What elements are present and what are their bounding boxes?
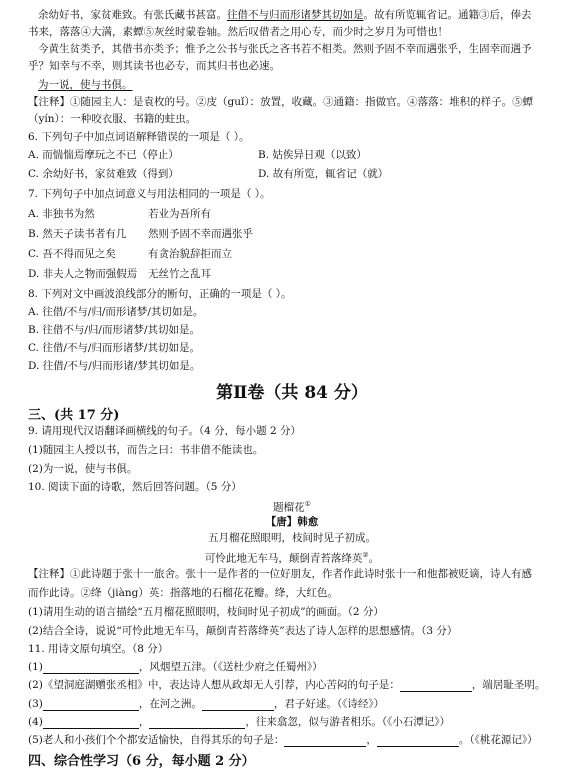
- answer-blank[interactable]: [377, 735, 459, 747]
- q9-stem: 9. 请用现代汉语翻译画横线的句子。（4 分，每小题 2 分）: [28, 425, 301, 437]
- q11-item-4: [28, 715, 568, 729]
- q11-item-4-pre: (4): [28, 716, 43, 728]
- q6-stem: 6. 下列句子中加点词语解释错误的一项是（ ）。: [28, 131, 250, 143]
- q8-option-b: B. 往借不与/归/而形诸梦/其切如是。: [28, 324, 201, 336]
- q7-option-d-1: D. 非夫人之物而强假焉: [28, 268, 138, 280]
- q7-option-c-2: 有贪治貌辞拒而立: [148, 248, 232, 260]
- q6-option-d: D. 故有所览，辄省记（就）: [258, 168, 389, 180]
- passage-line-3: 今黄生贫类予，其借书亦类予；惟予之公书与张氏之吝书若不相类。然则予固不幸而遇张乎，生固幸而遇予: [38, 43, 532, 55]
- q9-item-2: (2)为一说，使与书俱。: [28, 463, 138, 475]
- answer-blank[interactable]: [400, 680, 472, 692]
- q9-item-1: (1)随园主人授以书，而告之曰：书非借不能读也。: [28, 444, 264, 456]
- answer-blank[interactable]: [284, 735, 366, 747]
- notes-line-1: 【注释】①随园主人：是袁枚的号。②庋（guǐ）：放置，收藏。③通籍：指做官。④落落：堆积的样子。⑤蟫: [28, 96, 534, 108]
- poem-line-2-end: 。: [368, 552, 380, 565]
- q11-item-3: [28, 697, 568, 711]
- poem-author: 【唐】韩愈: [265, 516, 319, 528]
- q7-option-a-1: A. 非独书为然: [28, 208, 95, 220]
- q11-item-1-text: ，风烟望五津。（《送杜少府之任蜀州》）: [138, 661, 323, 673]
- answer-blank[interactable]: [43, 717, 139, 729]
- poem-note-2: 而作此诗。②绛（jiàng）英：指落地的石榴花花瓣。绛，大红色。: [28, 587, 338, 599]
- footnote-marker: ①: [304, 500, 311, 508]
- q7-option-b-2: 然则予固不幸而遇张乎: [148, 228, 253, 240]
- q11-item-3-end: ，君子好逑。（《诗经》）: [273, 698, 385, 710]
- q11-item-5: [28, 733, 568, 747]
- passage-text: 余幼好书，家贫难致。有张氏藏书甚富。: [38, 9, 227, 21]
- section-3-title: 三、(共 17 分): [28, 408, 120, 423]
- poem-title: [0, 497, 584, 515]
- q6-option-c: C. 余幼好书，家贫难致（得到）: [28, 168, 179, 180]
- q7-option-a-2: 若业为吾所有: [148, 208, 211, 220]
- notes-line-2: （yín）：一种咬衣服、书籍的蛀虫。: [28, 113, 197, 125]
- q10-item-1: (1)请用生动的语言描绘“五月榴花照眼明，枝间时见子初成”的画面。（2 分）: [28, 606, 384, 618]
- poem-line-2-text: 可怜此地无车马，颠倒青苔落绛英: [204, 552, 363, 565]
- q11-item-5-pre: (5)老人和小孩们个个都安适愉快，自得其乐的句子是：: [28, 734, 285, 746]
- q11-item-2-text: (2)《望洞庭湖赠张丞相》中，表达诗人想从政却无人引荐，内心苦闷的句子是：: [28, 679, 400, 691]
- passage-line-4: 乎？知幸与不幸，则其读书也必专，而其归书也必速。: [28, 60, 280, 72]
- q11-item-4-sep: ，: [138, 716, 150, 728]
- part-2-title: 第Ⅱ卷（共 84 分）: [216, 383, 368, 403]
- q7-option-d-2: 无丝竹之乱耳: [148, 268, 211, 280]
- q8-option-c: C. 往借/不与/归而形诸梦/其切如是。: [28, 342, 200, 354]
- answer-blank[interactable]: [202, 699, 274, 711]
- q11-item-5-sep: ，: [366, 734, 377, 746]
- q7-stem: 7. 下列句子中加点词意义与用法相同的一项是（ ）。: [28, 188, 271, 200]
- poem-line-2: [0, 548, 584, 566]
- q11-stem: 11. 用诗文原句填空。（8 分）: [28, 643, 169, 655]
- q11-item-4-end: ，往来翕忽，似与游者相乐。（《小石潭记》）: [245, 716, 451, 728]
- q8-option-d: D. 往借/不与/归而形诸/梦其切如是。: [28, 360, 201, 372]
- answer-blank[interactable]: [43, 662, 139, 674]
- q6-option-b: B. 姑俟异日观（以致）: [258, 149, 367, 161]
- passage-line-2: 书来，落落④大满，素蟫⑤灰丝时蒙卷轴。然后叹借者之用心专，而少时之岁月为可惜也！: [28, 26, 448, 38]
- q10-stem: 10. 阅读下面的诗歌，然后回答问题。（5 分）: [28, 481, 242, 493]
- q11-item-3-pre: (3): [28, 698, 43, 710]
- q11-item-2: [28, 678, 568, 692]
- answer-blank[interactable]: [43, 699, 139, 711]
- passage-line-5: [38, 78, 578, 92]
- underlined-sentence: 为一说，使与书俱。: [38, 79, 133, 91]
- q11-item-2-end: ，端居耻圣明。: [471, 679, 546, 691]
- q8-option-a: A. 往借/不与/归/而形诸梦/其切如是。: [28, 306, 204, 318]
- poem-note-1: 【注释】①此诗题于张十一旅舍。张十一是作者的一位好朋友，作者作此诗时张十一和他都被贬谪，诗人有感: [28, 568, 532, 580]
- passage-line-1: [38, 8, 578, 22]
- q7-option-c-1: C. 吾不得而见之矣: [28, 248, 116, 260]
- q6-option-a: A. 而惴惴焉摩玩之不已（停止）: [28, 149, 179, 161]
- underlined-sentence: 往借不与归而形诸梦其切如是: [227, 9, 364, 21]
- section-4-title: 四、综合性学习（6 分，每小题 2 分）: [28, 754, 255, 769]
- q11-item-1: (1) ，风烟望五津。（《送杜少府之任蜀州》）: [28, 661, 323, 673]
- q11-item-5-end: 。（《桃花源记》）: [458, 734, 538, 746]
- answer-blank[interactable]: [149, 717, 245, 729]
- poem-title-text: 题榴花: [273, 501, 305, 514]
- q10-item-2: (2)结合全诗，说说“可怜此地无车马，颠倒青苔落绛英”表达了诗人怎样的思想感情。（3 分）: [28, 625, 458, 637]
- q11-item-3-mid: ，在河之洲。: [138, 698, 202, 710]
- poem-line-1: 五月榴花照眼明，枝间时见子初成。: [208, 532, 376, 544]
- q8-stem: 8. 下列对文中画波浪线部分的断句，正确的一项是（ ）。: [28, 288, 292, 300]
- footnote-marker: ②: [362, 551, 369, 559]
- passage-text: 。故有所览辄省记。通籍③后，俸去: [363, 9, 532, 21]
- q7-option-b-1: B. 然天子读书者有几: [28, 228, 127, 240]
